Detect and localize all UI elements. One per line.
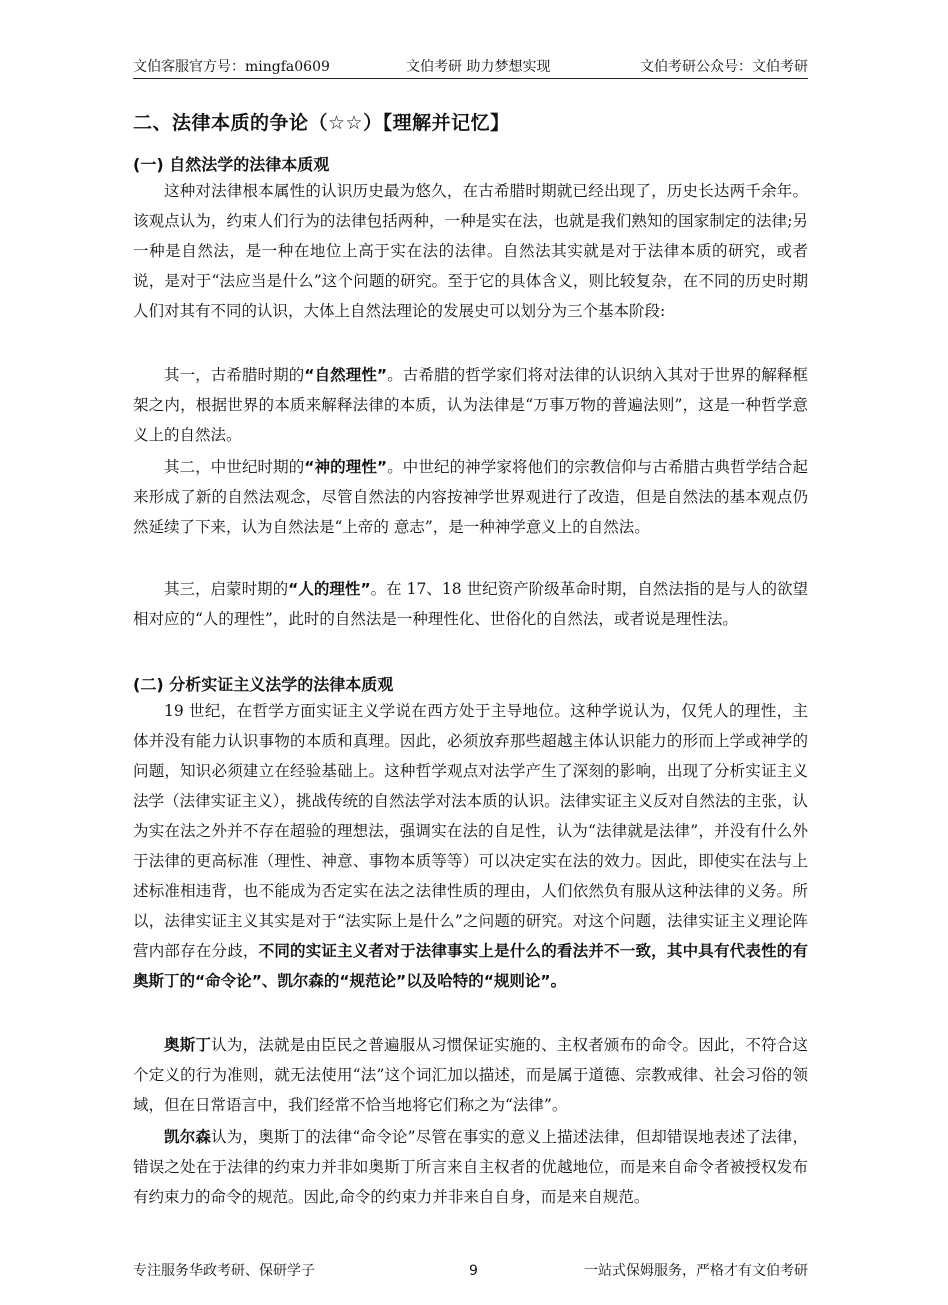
stage-1-prefix: 其一，古希腊时期的 (164, 366, 305, 384)
austin-name: 奥斯丁 (164, 1036, 212, 1054)
positivism-text: 19 世纪，在哲学方面实证主义学说在西方处于主导地位。这种学说认为，仅凭人的理性，主体并没有能力认识事物的本质和真理。因此，必须放弃那些超越主体认识能力的形而上学或神学的问题，知识必须建立在经验基础上。这种哲学观点对法学产生了深刻的影响，出现了分析实证主义法学（法律实证主义），挑战传统的自然法学对法本质的认识。法律实证主义反对自然法的主张，认为实在法之外并不存在超验的理想法，强调实在法的自足性，认为“法律就是法律”，并没有什么外于法律的更高标准（理性、神意、事物本质等等）可以决定实在法的效力。因此，即使实在法与上述标准相违背，也不能成为否定实在法之法律性质的理由，人们依然负有服从这种法律的义务。所以，法律实证主义其实是对于“法实际上是什么”之问题的研究。对这个问题，法律实证主义理论阵营内部存在分歧， (133, 702, 808, 960)
kelsen-name: 凯尔森 (164, 1128, 212, 1146)
paragraph-stage-3 (133, 574, 808, 634)
kelsen-text: 认为，奥斯丁的法律“命令论”尽管在事实的意义上描述法律，但却错误地表述了法律，错误之处在于法律的约束力并非如奥斯丁所言来自主权者的优越地位，而是来自命令者被授权发布有约束力的命令的规范。因此,命令的约束力并非来自自身，而是来自规范。 (133, 1128, 808, 1206)
stage-2-bold: “神的理性” (304, 458, 388, 476)
footer-left-text: 专注服务华政考研、保研学子 (133, 1263, 315, 1279)
stage-2-rest: 。中世纪的神学家将他们的宗教信仰与古希腊古典哲学结合起来形成了新的自然法观念，尽管自然法的内容按神学世界观进行了改造，但是自然法的基本观点仍然延续了下来，认为自然法是“上帝的 意志”，是一种神学意义上的自然法。 (133, 458, 808, 536)
paragraph-kelsen (133, 1122, 808, 1212)
section-title: 二、法律本质的争论（☆☆）【理解并记忆】 (133, 112, 510, 134)
austin-text: 认为，法就是由臣民之普遍服从习惯保证实施的、主权者颁布的命令。因此，不符合这个定义的行为准则，就无法使用“法”这个词汇加以描述，而是属于道德、宗教戒律、社会习俗的领域，但在日常语言中，我们经常不恰当地将它们称之为“法律”。 (133, 1036, 808, 1114)
stage-1-bold: “自然理性” (304, 366, 388, 384)
subsection-title-positivism: (二) 分析实证主义法学的法律本质观 (133, 675, 394, 694)
page-footer (133, 1262, 808, 1282)
stage-3-prefix: 其三，启蒙时期的 (164, 580, 289, 598)
footer-right-text: 一站式保姆服务，严格才有文伯考研 (584, 1263, 808, 1279)
stage-1-rest: 。古希腊的哲学家们将对法律的认识纳入其对于世界的解释框架之内，根据世界的本质来解释法律的本质，认为法律是“万事万物的普遍法则”，这是一种哲学意义上的自然法。 (133, 366, 808, 444)
stage-2-prefix: 其二，中世纪时期的 (164, 458, 305, 476)
paragraph-austin (133, 1030, 808, 1120)
header-center-text: 文伯考研 助力梦想实现 (406, 59, 551, 75)
positivism-bold-text: 不同的实证主义者对于法律事实上是什么的看法并不一致，其中具有代表性的有奥斯丁的“命令论”、凯尔森的“规范论”以及哈特的“规则论”。 (133, 942, 808, 990)
header-left-text: 文伯客服官方号：mingfa0609 (133, 59, 330, 75)
page-header (133, 58, 808, 79)
subsection-title-natural-law: (一) 自然法学的法律本质观 (133, 155, 330, 174)
header-right-text: 文伯考研公众号：文伯考研 (640, 59, 808, 75)
paragraph-natural-law-intro: 这种对法律根本属性的认识历史最为悠久，在古希腊时期就已经出现了，历史长达两千余年。该观点认为，约束人们行为的法律包括两种，一种是实在法，也就是我们熟知的国家制定的法律;另一种是自然法，是一种在地位上高于实在法的法律。自然法其实就是对于法律本质的研究，或者说，是对于“法应当是什么”这个问题的研究。至于它的具体含义，则比较复杂，在不同的历史时期人们对其有不同的认识，大体上自然法理论的发展史可以划分为三个基本阶段: (133, 182, 808, 320)
page-number: 9 (469, 1263, 478, 1279)
paragraph-stage-2 (133, 452, 808, 542)
paragraph-stage-1 (133, 360, 808, 450)
stage-3-rest: 。在 17、18 世纪资产阶级革命时期，自然法指的是与人的欲望相对应的“人的理性”，此时的自然法是一种理性化、世俗化的自然法，或者说是理性法。 (133, 580, 808, 628)
paragraph-positivism (133, 696, 808, 996)
stage-3-bold: “人的理性” (288, 580, 371, 598)
